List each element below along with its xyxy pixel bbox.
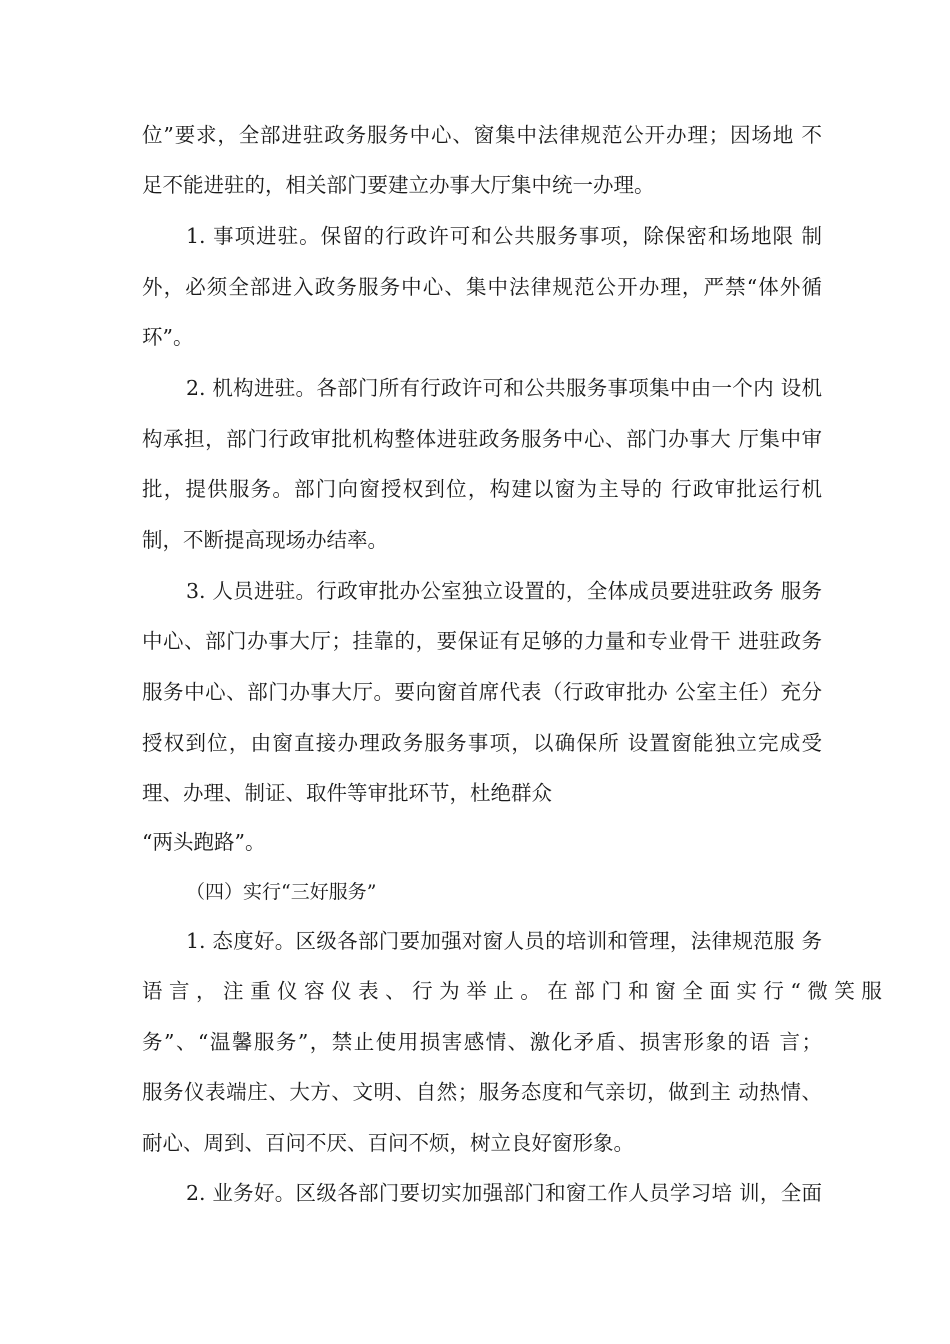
paragraph-line: 2. 业务好。区级各部门要切实加强部门和窗工作人员学习培 训，全面 [186, 1181, 822, 1205]
paragraph-line: 1. 态度好。区级各部门要加强对窗人员的培训和管理，法律规范服 务 [186, 929, 822, 953]
paragraph-line: 足不能进驻的，相关部门要建立办事大厅集中统一办理。 [142, 173, 655, 197]
paragraph-line: “两头跑路”。 [142, 830, 266, 854]
paragraph-line: 授权到位，由窗直接办理政务服务事项，以确保所 设置窗能独立完成受 [142, 731, 822, 755]
paragraph-line: 外，必须全部进入政务服务中心、集中法律规范公开办理，严禁“体外循 [142, 275, 822, 299]
paragraph-line: 理、办理、制证、取件等审批环节，杜绝群众 [142, 781, 552, 805]
paragraph-line: 批，提供服务。部门向窗授权到位，构建以窗为主导的 行政审批运行机 [142, 477, 822, 501]
paragraph-line: 服务仪表端庄、大方、文明、自然；服务态度和气亲切，做到主 动热情、 [142, 1080, 822, 1104]
paragraph-line: 环”。 [142, 325, 194, 349]
paragraph-line: 3. 人员进驻。行政审批办公室独立设置的，全体成员要进驻政务 服务 [186, 579, 822, 603]
paragraph-line: 耐心、周到、百问不厌、百问不烦，树立良好窗形象。 [142, 1131, 634, 1155]
paragraph-line: 构承担，部门行政审批机构整体进驻政务服务中心、部门办事大 厅集中审 [142, 427, 822, 451]
paragraph-line: 位”要求，全部进驻政务服务中心、窗集中法律规范公开办理；因场地 不 [142, 123, 822, 147]
paragraph-line: 制，不断提高现场办结率。 [142, 528, 388, 552]
paragraph-line: 2. 机构进驻。各部门所有行政许可和公共服务事项集中由一个内 设机 [186, 376, 822, 400]
paragraph-line: 中心、部门办事大厅；挂靠的，要保证有足够的力量和专业骨干 进驻政务 [142, 629, 822, 653]
paragraph-line: 务”、“温馨服务”，禁止使用损害感情、激化矛盾、损害形象的语 言； [142, 1030, 822, 1054]
paragraph-line: 语 言 ， 注 重 仪 容 仪 表 、 行 为 举 止 。 在 部 门 和 窗 全 面 实 行 “ 微 笑 服 [142, 979, 882, 1003]
section-heading: （四）实行“三好服务” [186, 881, 377, 903]
paragraph-line: 1. 事项进驻。保留的行政许可和公共服务事项，除保密和场地限 制 [186, 224, 822, 248]
paragraph-line: 服务中心、部门办事大厅。要向窗首席代表（行政审批办 公室主任）充分 [142, 680, 822, 704]
